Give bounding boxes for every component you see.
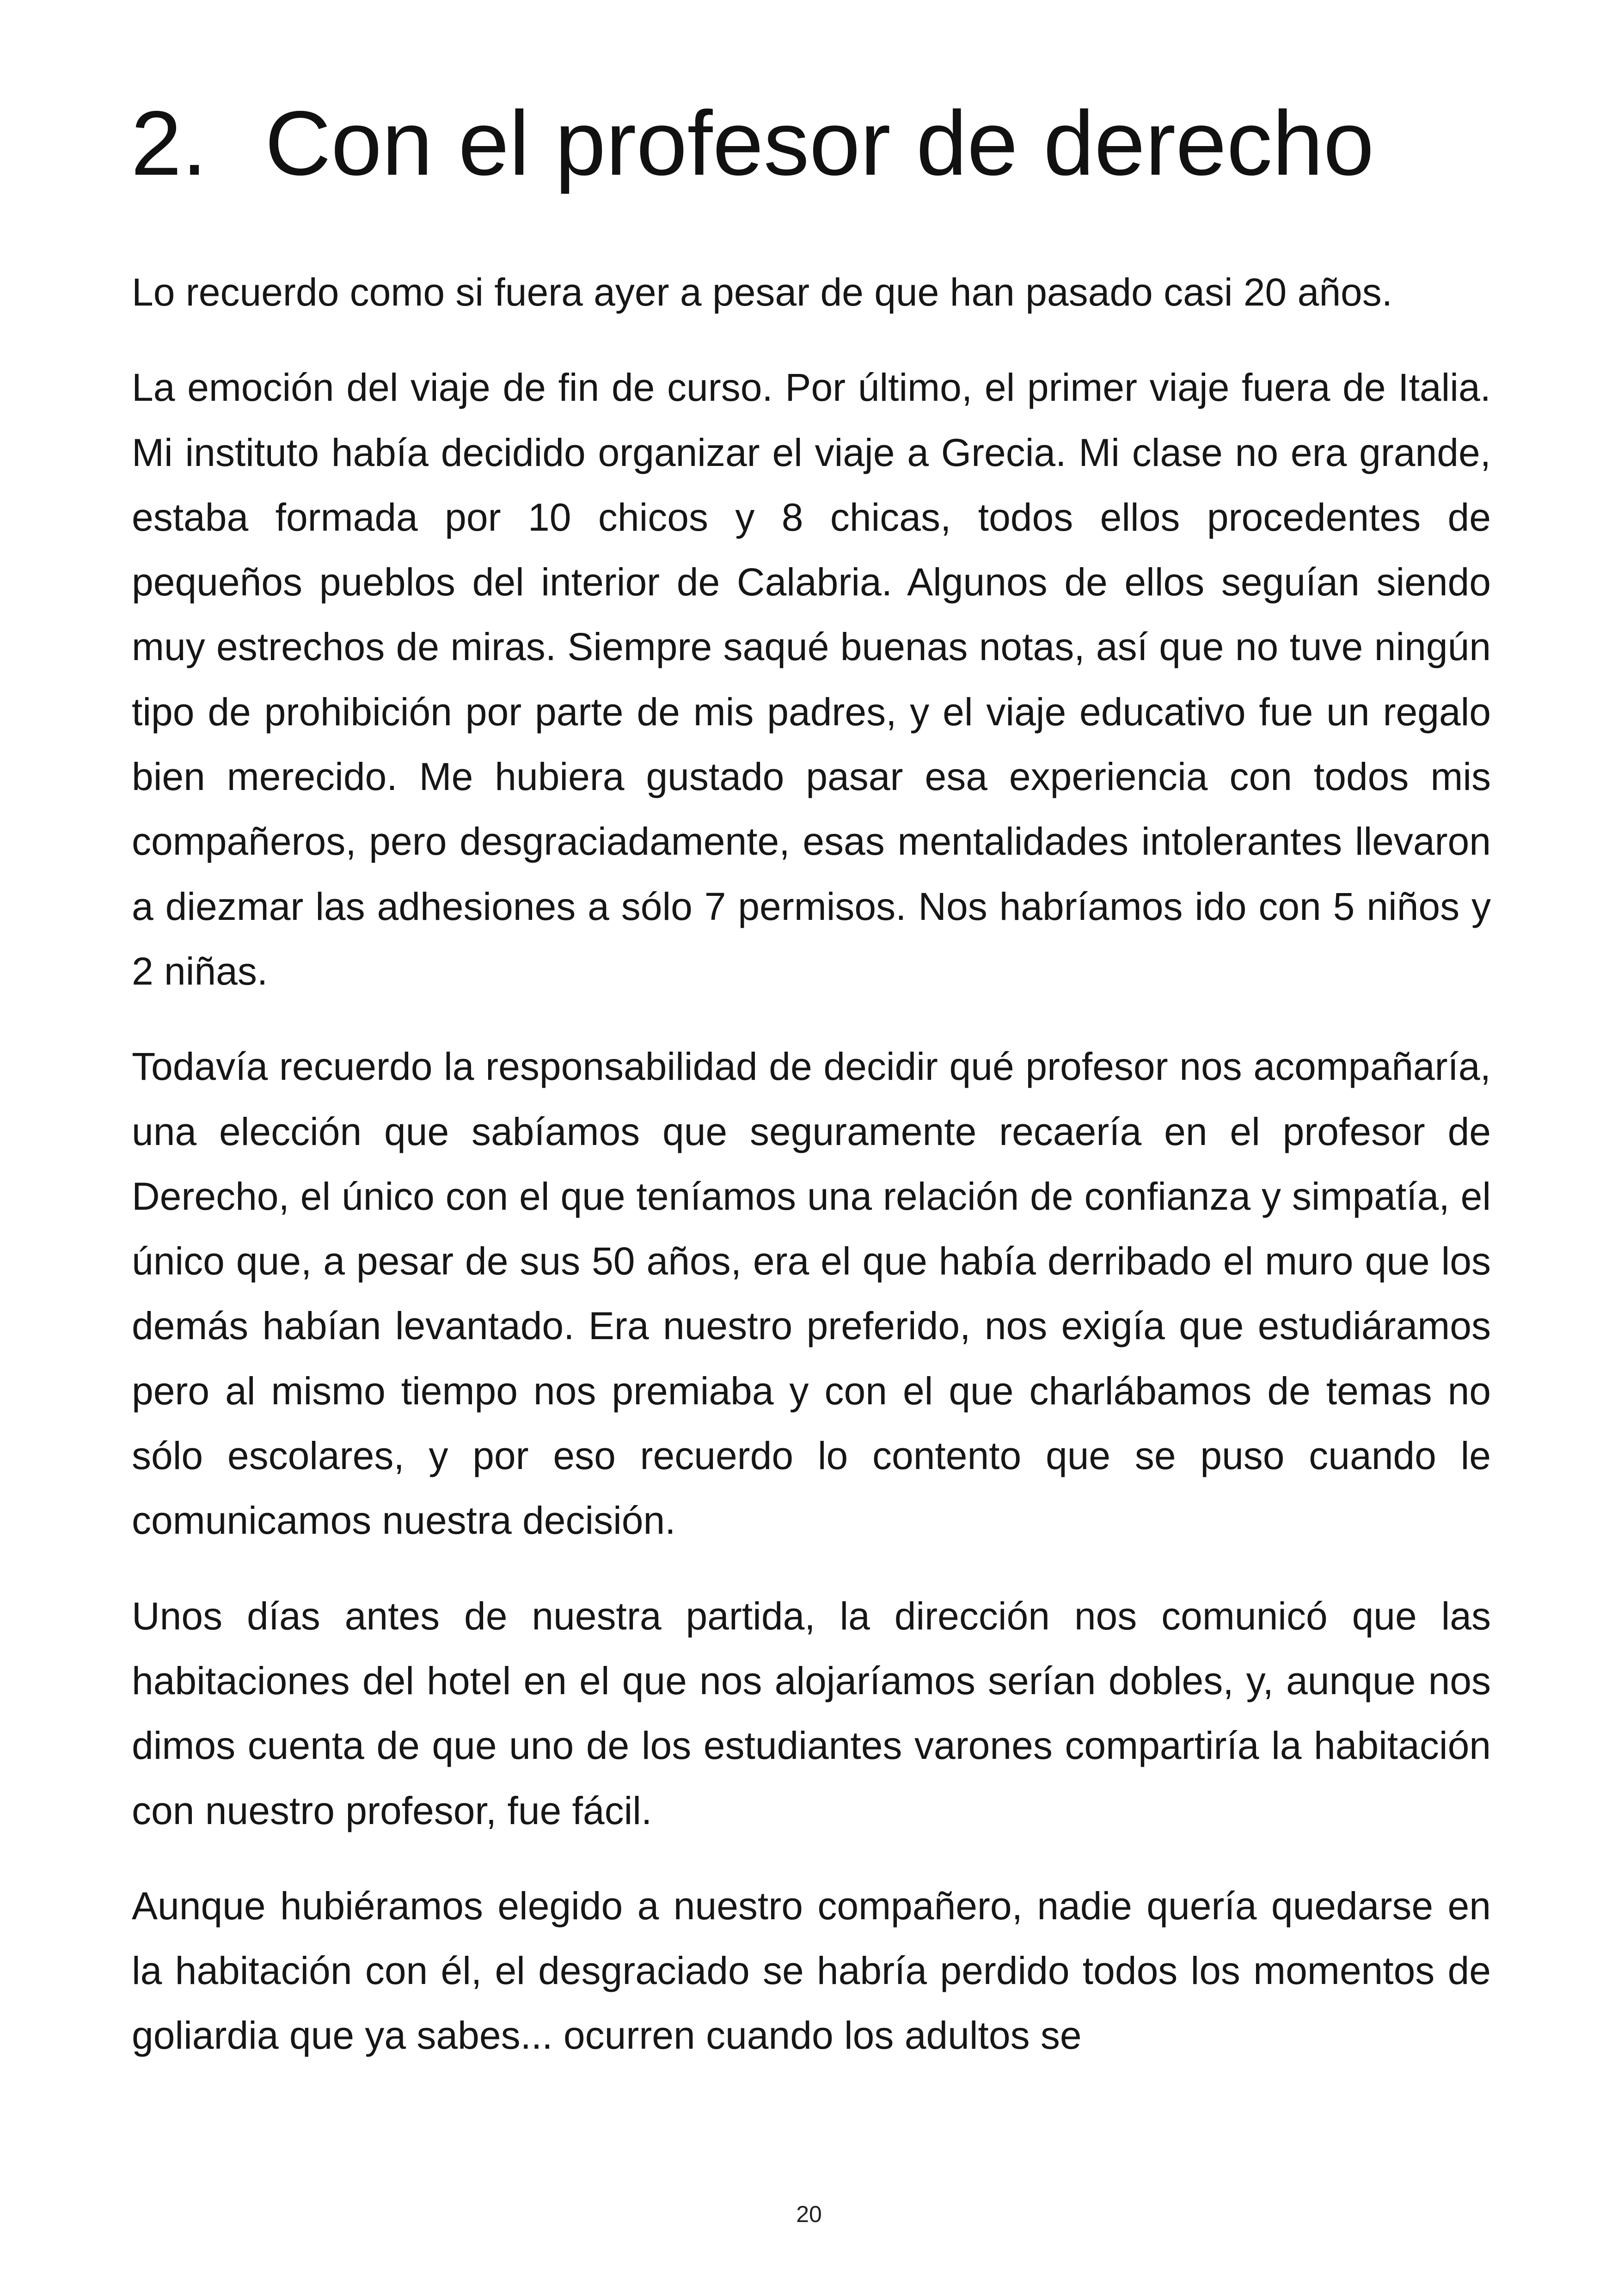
paragraph-5: Aunque hubiéramos elegido a nuestro compañero, nadie quería quedarse en la habitación con él, el desgraciado se habría perdido todos los momentos de goliardia que ya sabes... ocurren cuando los adultos se	[132, 1884, 1491, 2057]
paragraph-3: Todavía recuerdo la responsabilidad de decidir qué profesor nos acompañaría, una elección que sabíamos que seguramente recaería en el profesor de Derecho, el único con el que teníamos una relación de confianza y simpatía, el único que, a pesar de sus 50 años, era el que había derribado el muro que los demás habían levantado. Era nuestro preferido, nos exigía que estudiáramos pero al mismo tiempo nos premiaba y con el que charlábamos de temas no sólo escolares, y por eso recuerdo lo contento que se puso cuando le comunicamos nuestra decisión.	[132, 1045, 1491, 1543]
chapter-heading	[131, 81, 1518, 206]
paragraph-1: Lo recuerdo como si fuera ayer a pesar de que han pasado casi 20 años.	[132, 270, 1393, 314]
body-text	[132, 260, 1491, 2099]
chapter-title: Con el profesor de derecho	[265, 92, 1374, 194]
chapter-number: 2.	[131, 92, 208, 194]
paragraph-4: Unos días antes de nuestra partida, la dirección nos comunicó que las habitaciones del hotel en el que nos alojaríamos serían dobles, y, aunque nos dimos cuenta de que uno de los estudiantes varones compartiría la habitación con nuestro profesor, fue fácil.	[132, 1594, 1491, 1832]
page-number: 20	[796, 2201, 822, 2227]
paragraph-2: La emoción del viaje de fin de curso. Por último, el primer viaje fuera de Italia. Mi instituto había decidido organizar el viaje a Grecia. Mi clase no era grande, estaba formada por 10 chicos y 8 chicas, todos ellos procedentes de pequeños pueblos del interior de Calabria. Algunos de ellos seguían siendo muy estrechos de miras. Siempre saqué buenas notas, así que no tuve ningún tipo de prohibición por parte de mis padres, y el viaje educativo fue un regalo bien merecido. Me hubiera gustado pasar esa experiencia con todos mis compañeros, pero desgraciadamente, esas mentalidades intolerantes llevaron a diezmar las adhesiones a sólo 7 permisos. Nos habríamos ido con 5 niños y 2 niñas.	[132, 366, 1491, 993]
